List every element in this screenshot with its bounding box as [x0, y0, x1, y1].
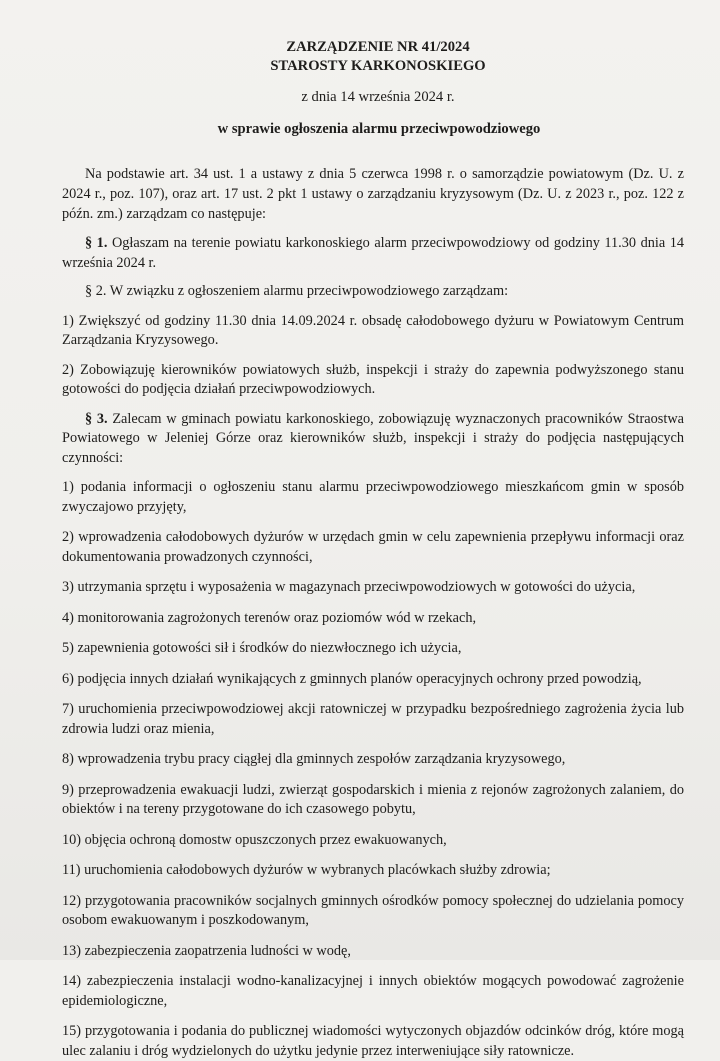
section-3-item: 15) przygotowania i podania do publicznej wiadomości wytyczonych objazdów odcinków dróg, które mogą ulec zalaniu i dróg wydzielonych do użytku jedynie przez interweniujące siły ratownicze. [62, 1023, 684, 1059]
section-3-item: 8) wprowadzenia trybu pracy ciągłej dla gminnych zespołów zarządzania kryzysowego, [62, 751, 566, 767]
preamble-paragraph: Na podstawie art. 34 ust. 1 a ustawy z dnia 5 czerwca 1998 r. o samorządzie powiatowym (Dz. U. z 2024 r., poz. 107), oraz art. 17 ust. 2 pkt 1 ustawy o zarządzaniu kryzysowym (Dz. U. z 2023 r., poz. 122 z późn. zm.) zarządzam co następuje: [62, 166, 684, 222]
section-3-item: 13) zabezpieczenia zaopatrzenia ludności w wodę, [62, 942, 351, 959]
section-3-item: 9) przeprowadzenia ewakuacji ludzi, zwierząt gospodarskich i mienia z rejonów zagrożonych zalaniem, do obiektów i na tereny przygotowane do ich czasowego pobytu, [62, 781, 684, 817]
section-3-item: 7) uruchomienia przeciwpowodziowej akcji ratowniczej w przypadku bezpośredniego zagrożenia życia lub zdrowia ludzi oraz mienia, [62, 701, 684, 737]
section-1 [62, 234, 684, 273]
section-3-item: 6) podjęcia innych działań wynikających z gminnych planów operacyjnych ochrony przed powodzią, [62, 670, 642, 687]
section-3-item: 1) podania informacji o ogłoszeniu stanu alarmu przeciwpowodziowego mieszkańcom gmin w sposób zwyczajowo przyjęty, [62, 479, 684, 515]
section-2-text: W związku z ogłoszeniem alarmu przeciwpowodziowego zarządzam: [109, 283, 509, 299]
section-3-item: 11) uruchomienia całodobowych dyżurów w wybranych placówkach służby zdrowia; [62, 862, 551, 878]
section-2 [62, 282, 684, 302]
document-title [72, 38, 684, 76]
section-3-item: 5) zapewnienia gotowości sił i środków do niezwłocznego ich użycia, [62, 640, 462, 656]
section-2-label: § 2. [85, 283, 107, 299]
section-3-item: 12) przygotowania pracowników socjalnych gminnych ośrodków pomocy społecznej do udzielania pomocy osobom ewakuowanym i poszkodowanym, [62, 892, 684, 928]
section-3-item: 2) wprowadzenia całodobowych dyżurów w urzędach gmin w celu zapewnienia przepływu informacji oraz dokumentowania prowadzonych czynności, [62, 529, 684, 565]
section-2-item: 2) Zobowiązuję kierowników powiatowych służb, inspekcji i straży do zapewnia podwyższonego stanu gotowości do podjęcia działań przeciwpowodziowych. [62, 361, 684, 397]
document-subject: w sprawie ogłoszenia alarmu przeciwpowodziowego [217, 121, 541, 137]
section-1-label: § 1. [85, 235, 108, 251]
section-3-item: 3) utrzymania sprzętu i wyposażenia w magazynach przeciwpowodziowych w gotowości do użycia, [62, 579, 636, 595]
section-3-item: 10) objęcia ochroną domostw opuszczonych przez ewakuowanych, [62, 831, 447, 848]
section-3-item: 4) monitorowania zagrożonych terenów oraz poziomów wód w rzekach, [62, 609, 477, 626]
title-line-1: ZARZĄDZENIE NR 41/2024 [286, 39, 470, 55]
document-date: z dnia 14 września 2024 r. [301, 89, 455, 105]
section-3-text: Zalecam w gminach powiatu karkonoskiego, zobowiązuję wyznaczonych pracowników Straostwa Powiatowego w Jeleniej Górze oraz kierowników służb, inspekcji i straży do podjęcia następujących czynności: [62, 410, 684, 466]
section-3-item: 14) zabezpieczenia instalacji wodno-kanalizacyjnej i innych obiektów mogących powodować zagrożenie epidemiologiczne, [62, 973, 684, 1009]
section-2-item: 1) Zwiększyć od godziny 11.30 dnia 14.09.2024 r. obsadę całodobowego dyżuru w Powiatowym Centrum Zarządzania Kryzysowego. [62, 312, 684, 348]
section-3 [62, 410, 684, 469]
section-1-text: Ogłaszam na terenie powiatu karkonoskiego alarm przeciwpowodziowy od godziny 11.30 dnia 14 września 2024 r. [62, 235, 685, 271]
section-3-label: § 3. [85, 410, 108, 427]
title-line-2: STAROSTY KARKONOSKIEGO [270, 58, 486, 74]
